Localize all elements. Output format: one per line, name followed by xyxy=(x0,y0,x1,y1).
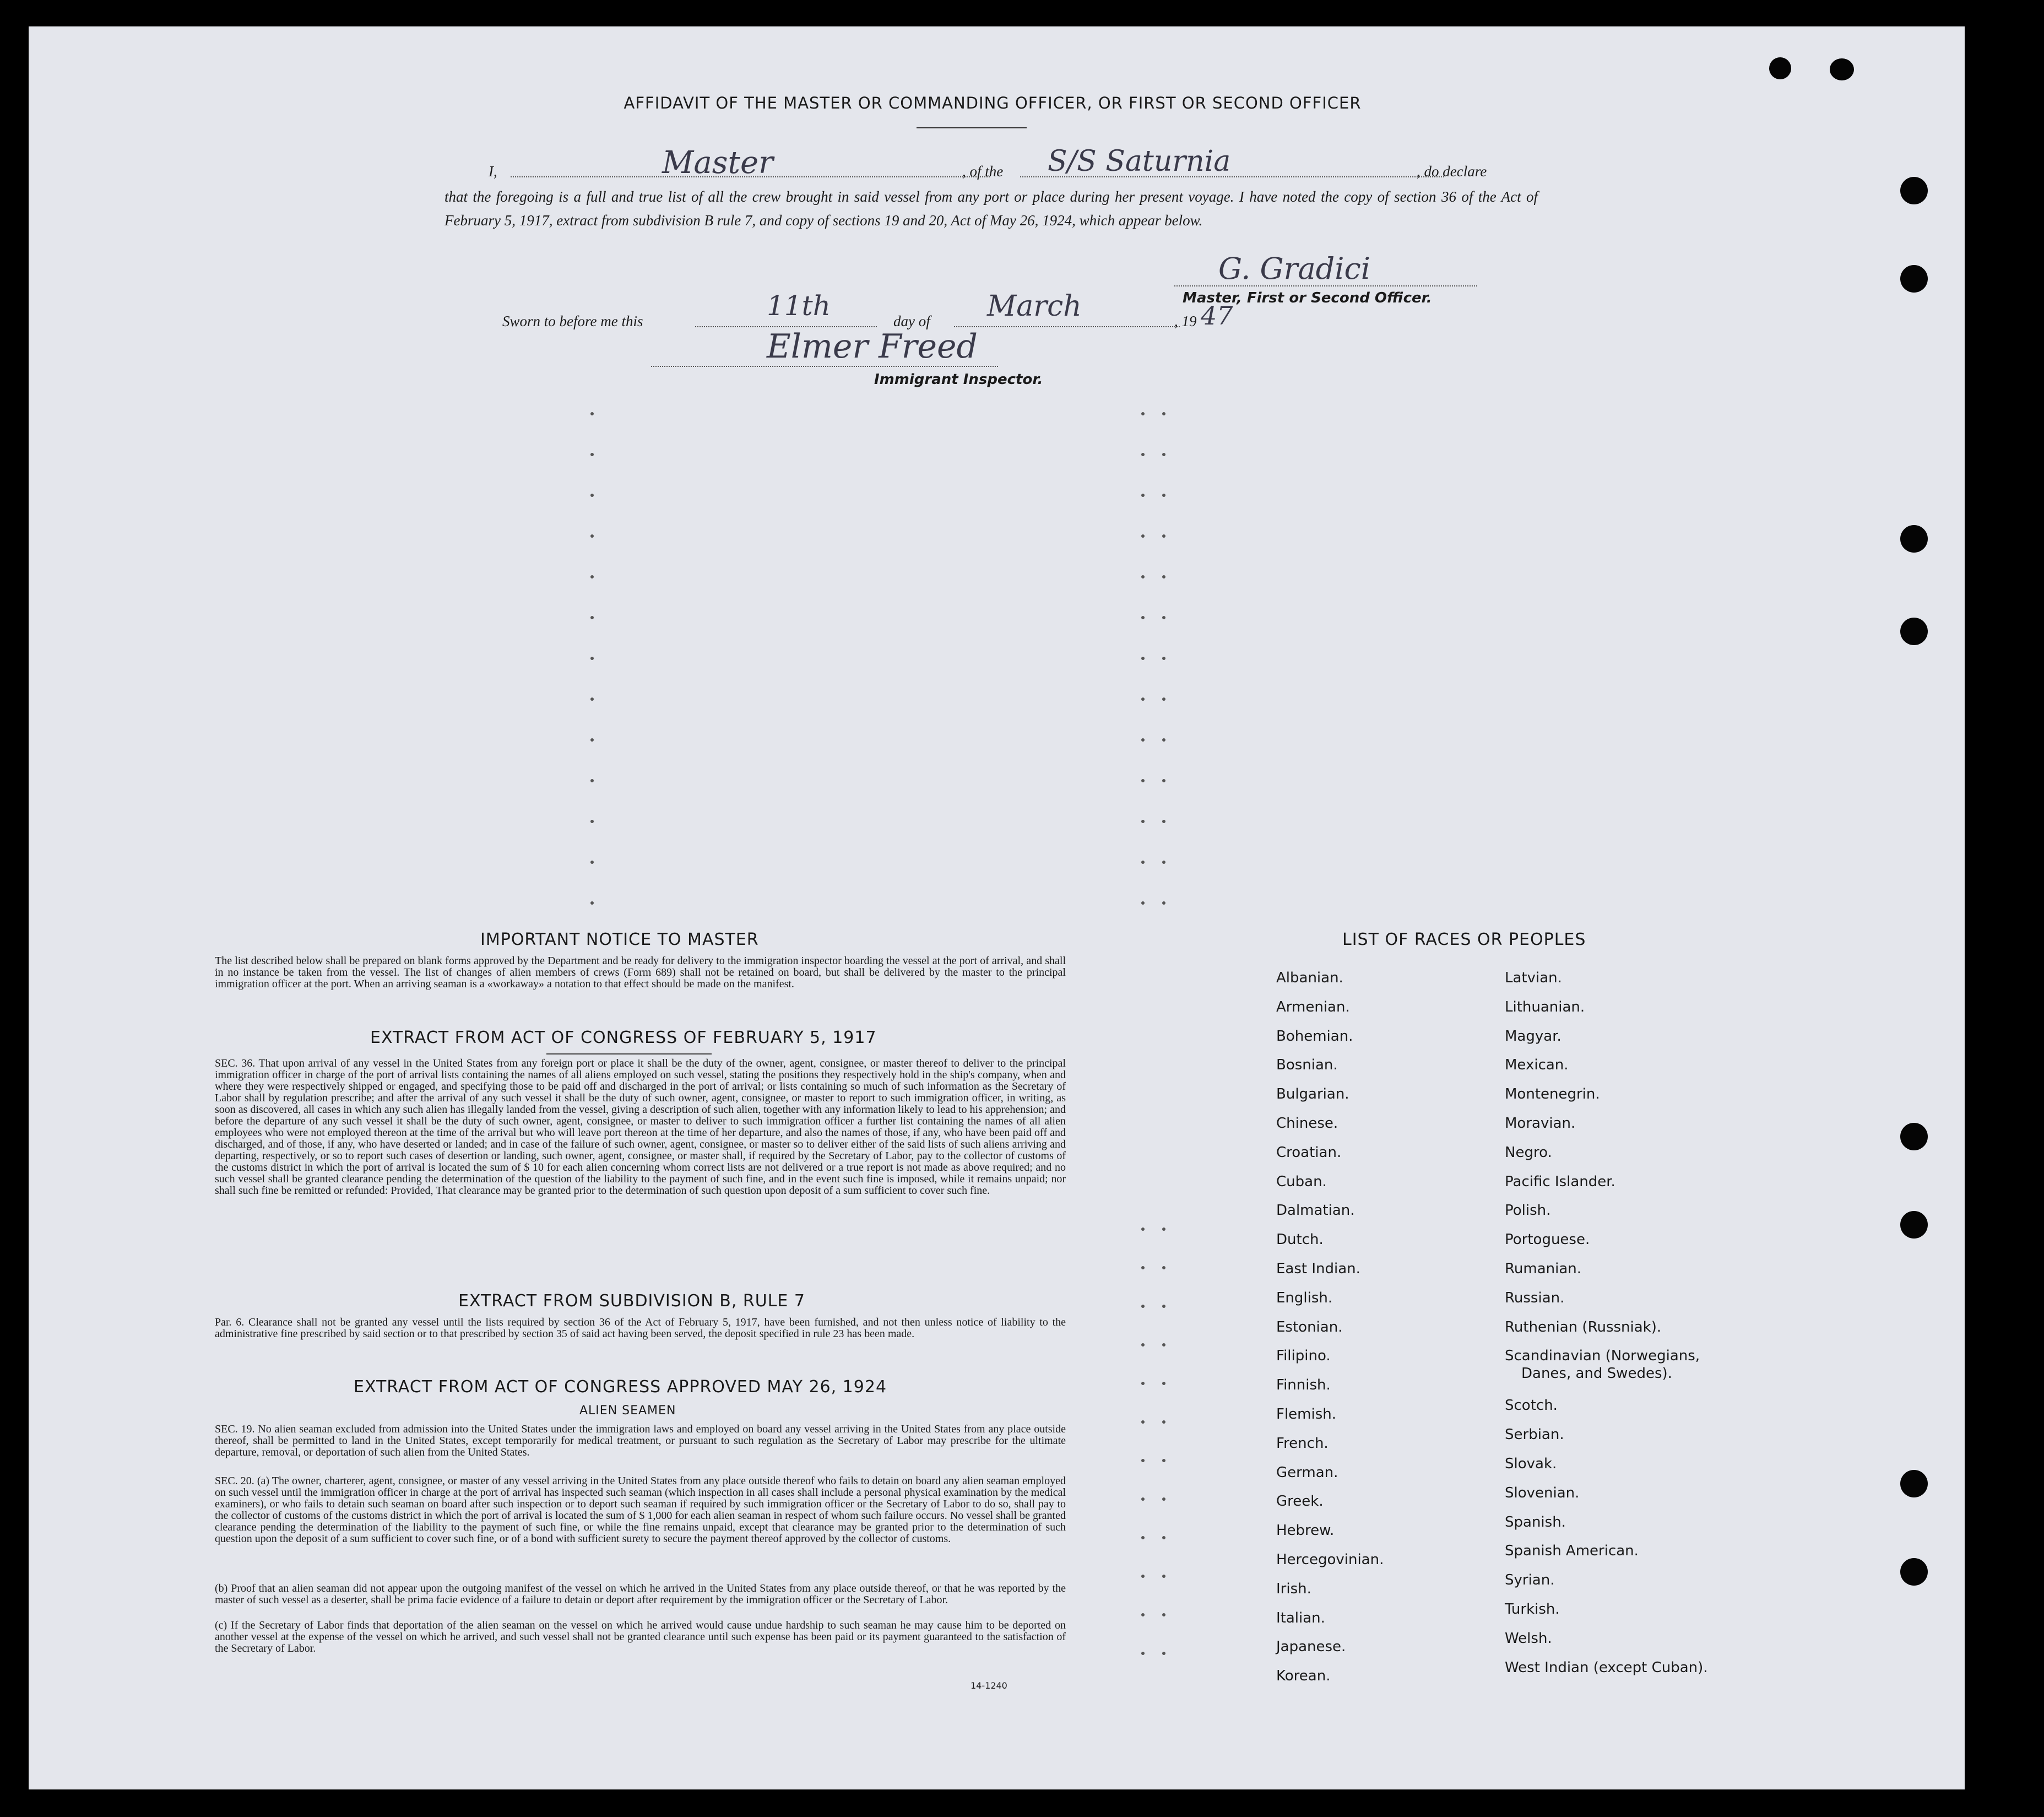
race-item: Bohemian. xyxy=(1276,1028,1353,1045)
dot xyxy=(1141,820,1145,823)
dot xyxy=(590,779,594,782)
dot xyxy=(590,412,594,415)
race-item: Latvian. xyxy=(1505,970,1562,986)
day-of-label: day of xyxy=(893,313,930,329)
dot xyxy=(1162,697,1165,701)
races-title: LIST OF RACES OR PEOPLES xyxy=(1342,930,1586,949)
race-item: Welsh. xyxy=(1505,1630,1552,1647)
do-declare-label: , do declare xyxy=(1417,163,1487,180)
race-item: Rumanian. xyxy=(1505,1261,1582,1277)
month-handwriting: March xyxy=(987,290,1082,323)
dot xyxy=(1162,1497,1165,1501)
alien-seamen-subtitle: ALIEN SEAMEN xyxy=(579,1404,676,1418)
dot xyxy=(1141,1652,1145,1655)
form-number: 14-1240 xyxy=(971,1680,1007,1691)
race-item: Dalmatian. xyxy=(1276,1202,1355,1219)
dot xyxy=(1162,1575,1165,1578)
dot xyxy=(1162,1266,1165,1269)
dot xyxy=(590,616,594,619)
subdivision-b-title: EXTRACT FROM SUBDIVISION B, RULE 7 xyxy=(458,1291,806,1311)
race-item: Portoguese. xyxy=(1505,1231,1590,1248)
race-item: Negro. xyxy=(1505,1144,1552,1161)
inspector-label: Immigrant Inspector. xyxy=(874,371,1043,388)
affidavit-i-label: I, xyxy=(489,163,497,180)
race-item: Hercegovinian. xyxy=(1276,1551,1384,1568)
affidavit-title: AFFIDAVIT OF THE MASTER OR COMMANDING OFFICER, OR FIRST OR SECOND OFFICER xyxy=(623,94,1362,112)
race-item: Lithuanian. xyxy=(1505,998,1585,1015)
race-item: Cuban. xyxy=(1276,1173,1327,1190)
race-item: Moravian. xyxy=(1505,1115,1576,1132)
punch-hole xyxy=(1900,1470,1928,1497)
race-item: Greek. xyxy=(1276,1493,1324,1510)
race-item: Danes, and Swedes). xyxy=(1521,1365,1672,1382)
dot xyxy=(1162,779,1165,782)
month-line xyxy=(954,326,1180,327)
race-item: Estonian. xyxy=(1276,1318,1343,1335)
punch-hole xyxy=(1900,177,1928,204)
dot xyxy=(1141,1613,1145,1616)
dot xyxy=(1162,820,1165,823)
dot xyxy=(1141,779,1145,782)
notice-title: IMPORTANT NOTICE TO MASTER xyxy=(480,930,759,949)
dot xyxy=(1141,861,1145,864)
dot xyxy=(1141,738,1145,742)
notice-text: The list described below shall be prepared on blank forms approved by the Department and be ready for delivery to the immigration inspector boarding the vessel at the port of arrival, and shall in no instance be taken from the vessel. The list of changes of alien members of crews (Form 689) shall not be retained on board, but shall be delivered by the master to the principal immigration officer at the port. When an arriving seaman is a «workaway» a notation to that effect should be made on the manifest. xyxy=(215,955,1066,990)
sec20b-text: (b) Proof that an alien seaman did not appear upon the outgoing manifest of the vessel on which he arrived in the United States from any place outside thereof, or that he was reported by the master of such vessel as a deserter, shall be prima facie evidence of a failure to detain or deport after requirement by the immigration officer or the Secretary of Labor. xyxy=(215,1582,1066,1606)
race-item: Bosnian. xyxy=(1276,1057,1338,1074)
race-item: Finnish. xyxy=(1276,1377,1331,1394)
dot xyxy=(590,861,594,864)
dot xyxy=(1141,1382,1145,1385)
race-item: German. xyxy=(1276,1464,1338,1481)
sec20c-text: (c) If the Secretary of Labor finds that deportation of the alien seaman on the vessel on which he arrived would cause undue hardship to such seaman he may cause him to be deported on another vessel at the expense of the vessel on which he arrived, and such vessel shall not be granted clearance until such expense has been paid or its payment guaranteed to the satisfaction of the Secretary of Labor. xyxy=(215,1619,1066,1654)
extract-1924-title: EXTRACT FROM ACT OF CONGRESS APPROVED MAY 26, 1924 xyxy=(354,1377,887,1397)
dot xyxy=(1162,616,1165,619)
subdivision-b-text: Par. 6. Clearance shall not be granted any vessel until the lists required by section 36 of the Act of February 5, 1917, have been furnished, and not then unless notice of liability to the administrative fine prescribed by said section or to that prescribed by section 35 of said act having been served, the deposit specified in rule 23 has been made. xyxy=(215,1316,1066,1340)
race-item: Korean. xyxy=(1276,1668,1331,1685)
punch-hole xyxy=(1769,57,1791,79)
race-item: Slovenian. xyxy=(1505,1484,1580,1501)
punch-hole xyxy=(1900,1123,1928,1150)
race-item: Mexican. xyxy=(1505,1057,1569,1074)
day-handwriting: 11th xyxy=(767,290,831,322)
dot xyxy=(1162,1227,1165,1231)
dot xyxy=(1141,697,1145,701)
punch-hole xyxy=(1900,265,1928,293)
dot xyxy=(1141,1343,1145,1346)
extract-1917-text: SEC. 36. That upon arrival of any vessel in the United States from any foreign port or place it shall be the duty of the owner, agent, consignee, or master thereof to deliver to the principal immigration officer in charge of the port of arrival lists containing the names of all aliens employed on such vessel, stating the positions they respectively hold in the ship's company, when and where they were respectively shipped or engaged, and specifying those to be paid off and discharged in the port of arrival; or lists containing so much of such information as the Secretary of Labor shall by regulation prescribe; and after the arrival of any such vessel it shall be the duty of such owner, agent, consignee, or master to report to such immigration officer, in writing, as soon as discovered, all cases in which any such alien has illegally landed from the vessel, giving a description of such alien, together with any information likely to lead to his apprehension; and before the departure of any such vessel it shall be the duty of such owner, agent, consignee, or master to deliver to such immigration officer a further list containing the names of all alien employees who were not employed thereon at the time of the arrival but who will leave port thereon at the time of her departure, and also the names of those, if any, who have been paid off and discharged, and of those, if any, who have deserted or landed; and in case of the failure of such owner, agent, consignee, or master so to deliver either of the said lists of such aliens arriving and departing, respectively, or so to report such cases of desertion or landing, such owner, agent, consignee, or master shall, if required by the Secretary of Labor, pay to the collector of customs of the customs district in which the port of arrival is located the sum of $ 10 for each alien concerning whom correct lists are not delivered or a true report is not made as above required; and no such vessel shall be granted clearance pending the determination of the question of the liability to the payment of such fine, and in the event such fine is imposed, while it remains unpaid; nor shall such fine be remitted or refunded: Provided, That clearance may be granted prior to the determination of such question upon deposit of a sum sufficient to cover such fine. xyxy=(215,1057,1066,1197)
race-item: Albanian. xyxy=(1276,970,1343,986)
race-item: French. xyxy=(1276,1435,1329,1452)
document-page xyxy=(29,26,1965,1789)
dot xyxy=(590,820,594,823)
race-item: Polish. xyxy=(1505,1202,1551,1219)
dot xyxy=(590,453,594,456)
dot xyxy=(1141,1536,1145,1539)
punch-hole xyxy=(1830,58,1854,80)
title-underline xyxy=(917,127,1027,128)
race-item: Scotch. xyxy=(1505,1397,1558,1414)
punch-hole xyxy=(1900,525,1928,553)
inspector-signature: Elmer Freed xyxy=(767,327,978,366)
race-item: Hebrew. xyxy=(1276,1522,1335,1539)
dot xyxy=(1141,901,1145,905)
dot xyxy=(1162,738,1165,742)
year-prefix: , 19 xyxy=(1174,313,1197,329)
dot xyxy=(1141,1266,1145,1269)
race-item: English. xyxy=(1276,1289,1333,1306)
dot xyxy=(1141,1497,1145,1501)
inspector-line xyxy=(651,366,998,367)
race-item: Irish. xyxy=(1276,1580,1311,1597)
dot xyxy=(590,901,594,905)
dot xyxy=(1141,494,1145,497)
dot xyxy=(1141,657,1145,660)
dot xyxy=(1162,1305,1165,1308)
race-item: Ruthenian (Russniak). xyxy=(1505,1318,1662,1335)
dot xyxy=(1162,575,1165,578)
dot xyxy=(1141,1420,1145,1424)
dot xyxy=(1162,1382,1165,1385)
affidavit-body: that the foregoing is a full and true list of all the crew brought in said vessel from any port or place during her present voyage. I have noted the copy of section 36 of the Act of February 5, 1917, extract from subdivision B rule 7, and copy of sections 19 and 20, Act of May 26, 1924, which appear below. xyxy=(444,188,1538,229)
dot xyxy=(590,494,594,497)
race-item: Spanish. xyxy=(1505,1513,1566,1531)
race-item: Serbian. xyxy=(1505,1426,1564,1443)
dot xyxy=(1162,901,1165,905)
race-item: Chinese. xyxy=(1276,1115,1338,1132)
race-item: Bulgarian. xyxy=(1276,1086,1349,1103)
race-item: Filipino. xyxy=(1276,1348,1331,1365)
dot xyxy=(1141,412,1145,415)
dot xyxy=(590,697,594,701)
dot xyxy=(1162,534,1165,538)
race-item: Japanese. xyxy=(1276,1638,1346,1656)
dot xyxy=(1162,861,1165,864)
race-item: Russian. xyxy=(1505,1289,1565,1306)
extract-1917-title: EXTRACT FROM ACT OF CONGRESS OF FEBRUARY 5, 1917 xyxy=(370,1028,877,1047)
sec20a-text: SEC. 20. (a) The owner, charterer, agent, consignee, or master of any vessel arriving in the United States from any place outside thereof who fails to detain on board any alien seaman employed on such vessel until the immigration officer in charge at the port of arrival has inspected such seaman (which inspection in all cases shall include a personal physical examination by the medical examiners), or who fails to detain such seaman on board after such inspection or to deport such seaman if required by such immigration officer or the Secretary of Labor to do so, shall pay to the collector of customs of the customs district in which the port of arrival is located the sum of $ 1,000 for each alien seaman in respect of whom such failure occurs. No vessel shall be granted clearance pending the determination of the liability to the payment of such fine, or while the fine remains unpaid, except that clearance may be granted prior to the determination of such question upon the deposit of a sum sufficient to cover such fine, or of a bond with sufficient surety to secure the payment thereof approved by the collector of customs. xyxy=(215,1475,1066,1545)
dot xyxy=(1141,453,1145,456)
dot xyxy=(1141,616,1145,619)
dot xyxy=(1141,575,1145,578)
dot xyxy=(590,738,594,742)
sec19-text: SEC. 19. No alien seaman excluded from admission into the United States under the immigration laws and employed on board any vessel arriving in the United States from any place outside thereof, shall be permitted to land in the United States, except temporarily for medical treatment, or pursuant to such regulation as the Secretary of Labor may prescribe for the ultimate departure, removal, or deportation of such alien from the United States. xyxy=(215,1423,1066,1458)
dot xyxy=(1162,494,1165,497)
race-item: Spanish American. xyxy=(1505,1543,1639,1560)
race-item: Montenegrin. xyxy=(1505,1086,1600,1103)
race-item: Flemish. xyxy=(1276,1406,1337,1423)
race-item: Turkish. xyxy=(1505,1601,1560,1618)
race-item: Pacific Islander. xyxy=(1505,1173,1615,1190)
punch-hole xyxy=(1900,1211,1928,1239)
dot xyxy=(1162,1420,1165,1424)
race-item: West Indian (except Cuban). xyxy=(1505,1659,1708,1676)
race-item: Italian. xyxy=(1276,1609,1325,1626)
dot xyxy=(590,534,594,538)
dot xyxy=(1162,1613,1165,1616)
divider xyxy=(546,1053,712,1054)
dot xyxy=(1162,1459,1165,1462)
year-handwriting: 47 xyxy=(1201,301,1233,331)
dot xyxy=(1162,657,1165,660)
of-the-label: , of the xyxy=(962,163,1004,180)
race-item: Magyar. xyxy=(1505,1028,1562,1045)
rank-handwriting: Master xyxy=(662,145,773,181)
officer-label: Master, First or Second Officer. xyxy=(1183,290,1432,306)
punch-hole xyxy=(1900,618,1928,645)
dot xyxy=(1141,1575,1145,1578)
dot xyxy=(1141,1227,1145,1231)
punch-hole xyxy=(1900,1558,1928,1586)
dot xyxy=(590,657,594,660)
race-item: Slovak. xyxy=(1505,1456,1557,1472)
dot xyxy=(1162,1536,1165,1539)
race-item: Syrian. xyxy=(1505,1572,1555,1589)
dot xyxy=(1162,1343,1165,1346)
race-item: East Indian. xyxy=(1276,1261,1360,1277)
vessel-handwriting: S/S Saturnia xyxy=(1048,145,1231,178)
race-item: Dutch. xyxy=(1276,1231,1324,1248)
race-item: Scandinavian (Norwegians, xyxy=(1505,1348,1700,1365)
dot xyxy=(1141,534,1145,538)
dot xyxy=(1141,1305,1145,1308)
dot xyxy=(1162,1652,1165,1655)
dot xyxy=(1162,412,1165,415)
dot xyxy=(1141,1459,1145,1462)
race-item: Croatian. xyxy=(1276,1144,1342,1161)
dot xyxy=(590,575,594,578)
master-signature: G. Gradici xyxy=(1218,251,1371,286)
race-item: Armenian. xyxy=(1276,998,1350,1015)
sworn-label: Sworn to before me this xyxy=(502,313,643,329)
dot xyxy=(1162,453,1165,456)
